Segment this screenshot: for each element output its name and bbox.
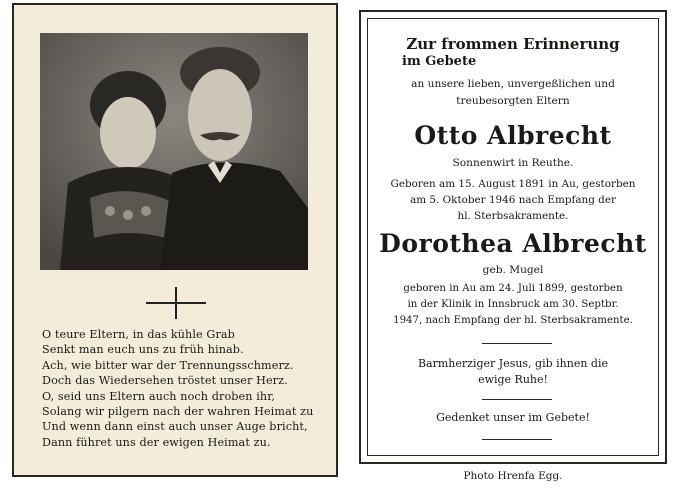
maiden-name-dorothea: geb. Mugel	[482, 264, 544, 276]
cross-symbol	[146, 287, 206, 319]
name-otto: Otto Albrecht	[414, 121, 612, 150]
poem-line: Solang wir pilgern nach der wahren Heimat zu	[42, 405, 314, 419]
heading-prayer: im Gebete	[402, 54, 477, 69]
bio-otto-line-1: Geboren am 15. August 1891 in Au, gestorben	[390, 178, 636, 190]
prayer-line-2: ewige Ruhe!	[478, 373, 548, 386]
occupation-otto: Sonnenwirt in Reuthe.	[452, 157, 574, 169]
bio-dorothea-line-3: 1947, nach Empfang der hl. Sterbsakramente.	[393, 315, 633, 326]
divider-rule	[482, 399, 552, 400]
poem-line: Doch das Wiedersehen tröstet unser Herz.	[42, 374, 288, 388]
poem-line: Dann führet uns der ewigen Heimat zu.	[42, 435, 271, 449]
poem-line: Senkt man euch uns zu früh hinab.	[42, 343, 244, 357]
poem-line: O teure Eltern, in das kühle Grab	[42, 328, 235, 341]
poem-line: Ach, wie bitter war der Trennungsschmerz.	[42, 358, 294, 372]
memorial-card-right	[359, 10, 667, 464]
photo-credit: Photo Hrenfa Egg.	[463, 470, 563, 482]
divider-rule	[482, 343, 552, 344]
poem-line: Und wenn dann einst auch unser Auge bricht,	[42, 420, 308, 434]
divider-rule	[482, 439, 552, 440]
bio-otto-line-2: am 5. Oktober 1946 nach Empfang der	[410, 194, 616, 206]
memorial-card-left	[12, 3, 338, 477]
name-dorothea: Dorothea Albrecht	[379, 229, 647, 258]
bio-dorothea-line-2: in der Klinik in Innsbruck am 30. Septbr.	[407, 299, 619, 310]
card-inner-border	[367, 18, 659, 456]
portrait-illustration	[40, 33, 308, 270]
intro-line-2: treubesorgten Eltern	[456, 95, 570, 107]
couple-portrait-photo	[40, 33, 308, 270]
bio-otto-line-3: hl. Sterbsakramente.	[457, 210, 569, 222]
heading-remembrance: Zur frommen Erinnerung	[406, 35, 620, 53]
intro-line-1: an unsere lieben, unvergeßlichen und	[411, 78, 615, 90]
memorial-poem	[42, 327, 334, 450]
bio-dorothea-line-1: geboren in Au am 24. Juli 1899, gestorben	[403, 283, 623, 294]
prayer-line-1: Barmherziger Jesus, gib ihnen die	[417, 357, 609, 370]
poem-line: O, seid uns Eltern auch noch droben ihr,	[42, 389, 276, 403]
remember-line: Gedenket unser im Gebete!	[436, 411, 590, 424]
